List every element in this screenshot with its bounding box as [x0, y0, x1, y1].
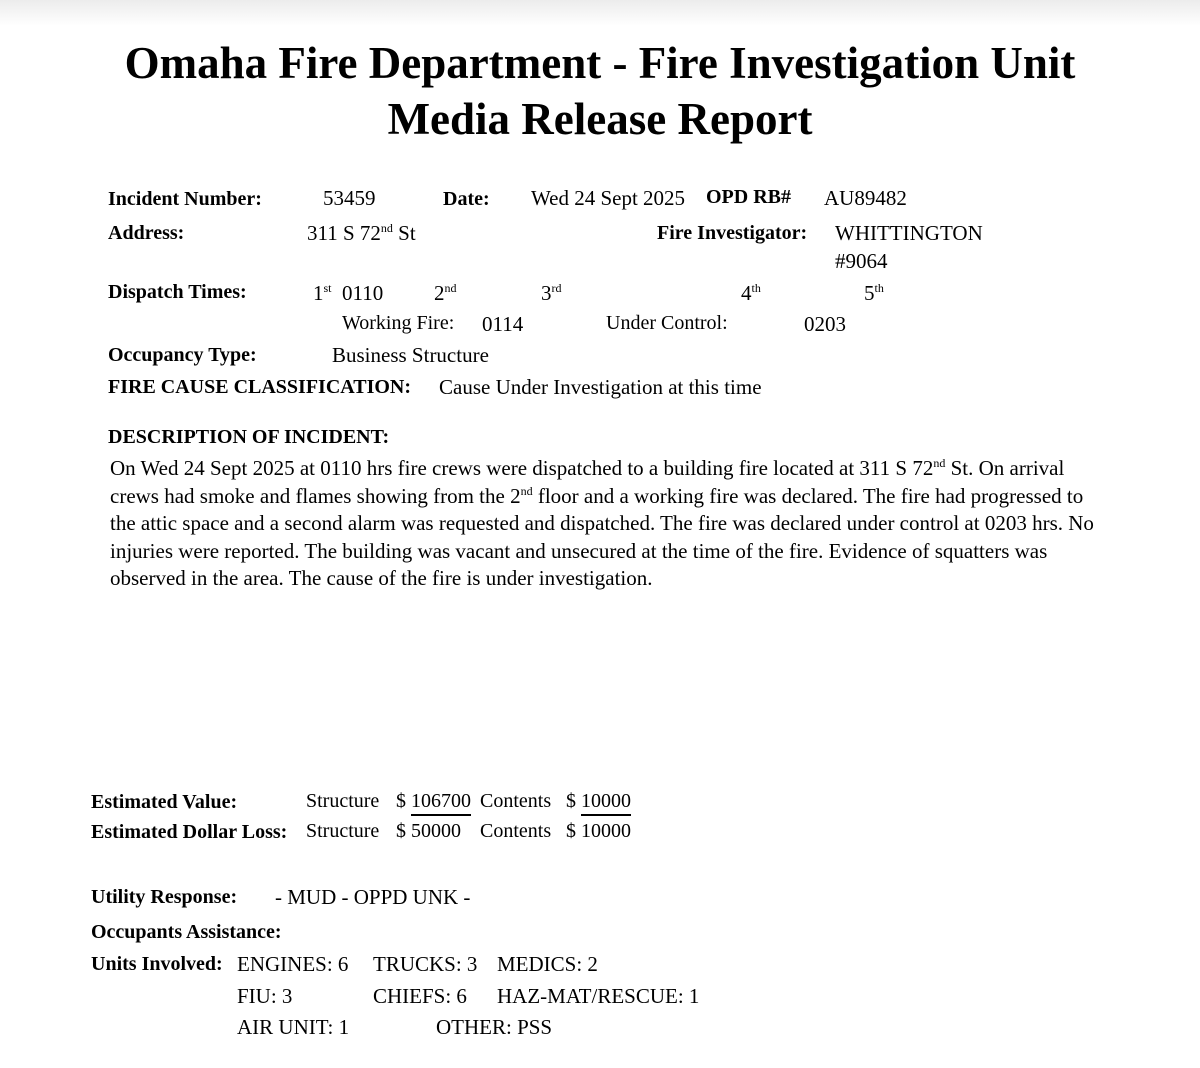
- dispatch-second: 2nd: [434, 281, 457, 305]
- units-air-unit: AIR UNIT: 1: [237, 1015, 350, 1039]
- under-control-time: 0203: [804, 312, 846, 336]
- units-other: OTHER: PSS: [436, 1015, 553, 1039]
- fire-cause-value: Cause Under Investigation at this time: [439, 375, 762, 399]
- units-fiu: FIU: 3: [237, 984, 293, 1008]
- incident-number-label: Incident Number:: [108, 188, 262, 210]
- top-fade-bar: [0, 0, 1200, 26]
- units-hazmat-rescue: HAZ-MAT/RESCUE: 1: [497, 984, 700, 1008]
- estimated-loss-structure: $ 50000: [396, 820, 461, 842]
- working-fire-time: 0114: [482, 312, 524, 336]
- fire-investigator-label: Fire Investigator:: [657, 222, 808, 244]
- units-involved-label: Units Involved:: [91, 953, 223, 975]
- date-label: Date:: [443, 188, 490, 210]
- incident-number-value: 53459: [323, 186, 376, 210]
- address-value: 311 S 72nd St: [307, 221, 416, 245]
- fire-cause-label: FIRE CAUSE CLASSIFICATION:: [108, 376, 412, 398]
- report-title-line2: Media Release Report: [387, 94, 813, 144]
- date-value: Wed 24 Sept 2025: [531, 186, 686, 210]
- dispatch-fourth: 4th: [741, 281, 761, 305]
- fire-investigator-badge: #9064: [835, 249, 888, 273]
- occupants-assistance-label: Occupants Assistance:: [91, 921, 282, 943]
- estimated-loss-label: Estimated Dollar Loss:: [91, 821, 288, 843]
- dispatch-third: 3rd: [541, 281, 562, 305]
- fire-investigator-name: WHITTINGTON: [835, 221, 983, 245]
- report-title-line1: Omaha Fire Department - Fire Investigation Unit: [124, 38, 1076, 88]
- utility-response-value: - MUD - OPPD UNK -: [275, 885, 471, 909]
- address-label: Address:: [108, 222, 185, 244]
- units-trucks: TRUCKS: 3: [373, 952, 478, 976]
- occupancy-type-label: Occupancy Type:: [108, 344, 257, 366]
- units-engines: ENGINES: 6: [237, 952, 349, 976]
- working-fire-label: Working Fire:: [342, 312, 455, 334]
- dispatch-first: 1st 0110: [313, 281, 384, 305]
- estimated-loss-contents: $ 10000: [566, 820, 631, 842]
- units-chiefs: CHIEFS: 6: [373, 984, 467, 1008]
- opd-rb-value: AU89482: [824, 186, 907, 210]
- estimated-value-structure-label: Structure: [306, 790, 380, 812]
- utility-response-label: Utility Response:: [91, 886, 238, 908]
- dispatch-fifth: 5th: [864, 281, 884, 305]
- description-label: DESCRIPTION OF INCIDENT:: [108, 426, 390, 448]
- under-control-label: Under Control:: [606, 312, 728, 334]
- estimated-value-label: Estimated Value:: [91, 791, 238, 813]
- dispatch-times-label: Dispatch Times:: [108, 281, 247, 303]
- description-text: On Wed 24 Sept 2025 at 0110 hrs fire crews were dispatched to a building fire located at 311 S 72nd St. On arrival crews had smoke and flames showing from the 2nd floor and a working fire was declared. The fire had progressed to the attic space and a second alarm was requested and dispatched. The fire was declared under control at 0203 hrs. No injuries were reported. The building was vacant and unsecured at the time of the fire. Evidence of squatters was observed in the area. The cause of the fire is under investigation.: [110, 456, 1094, 591]
- estimated-loss-contents-label: Contents: [480, 820, 552, 842]
- opd-rb-label: OPD RB#: [706, 186, 791, 208]
- estimated-value-contents-label: Contents: [480, 790, 552, 812]
- estimated-loss-structure-label: Structure: [306, 820, 380, 842]
- occupancy-type-value: Business Structure: [332, 343, 489, 367]
- estimated-value-structure: $ 106700: [396, 790, 471, 816]
- estimated-value-contents: $ 10000: [566, 790, 631, 816]
- units-medics: MEDICS: 2: [497, 952, 598, 976]
